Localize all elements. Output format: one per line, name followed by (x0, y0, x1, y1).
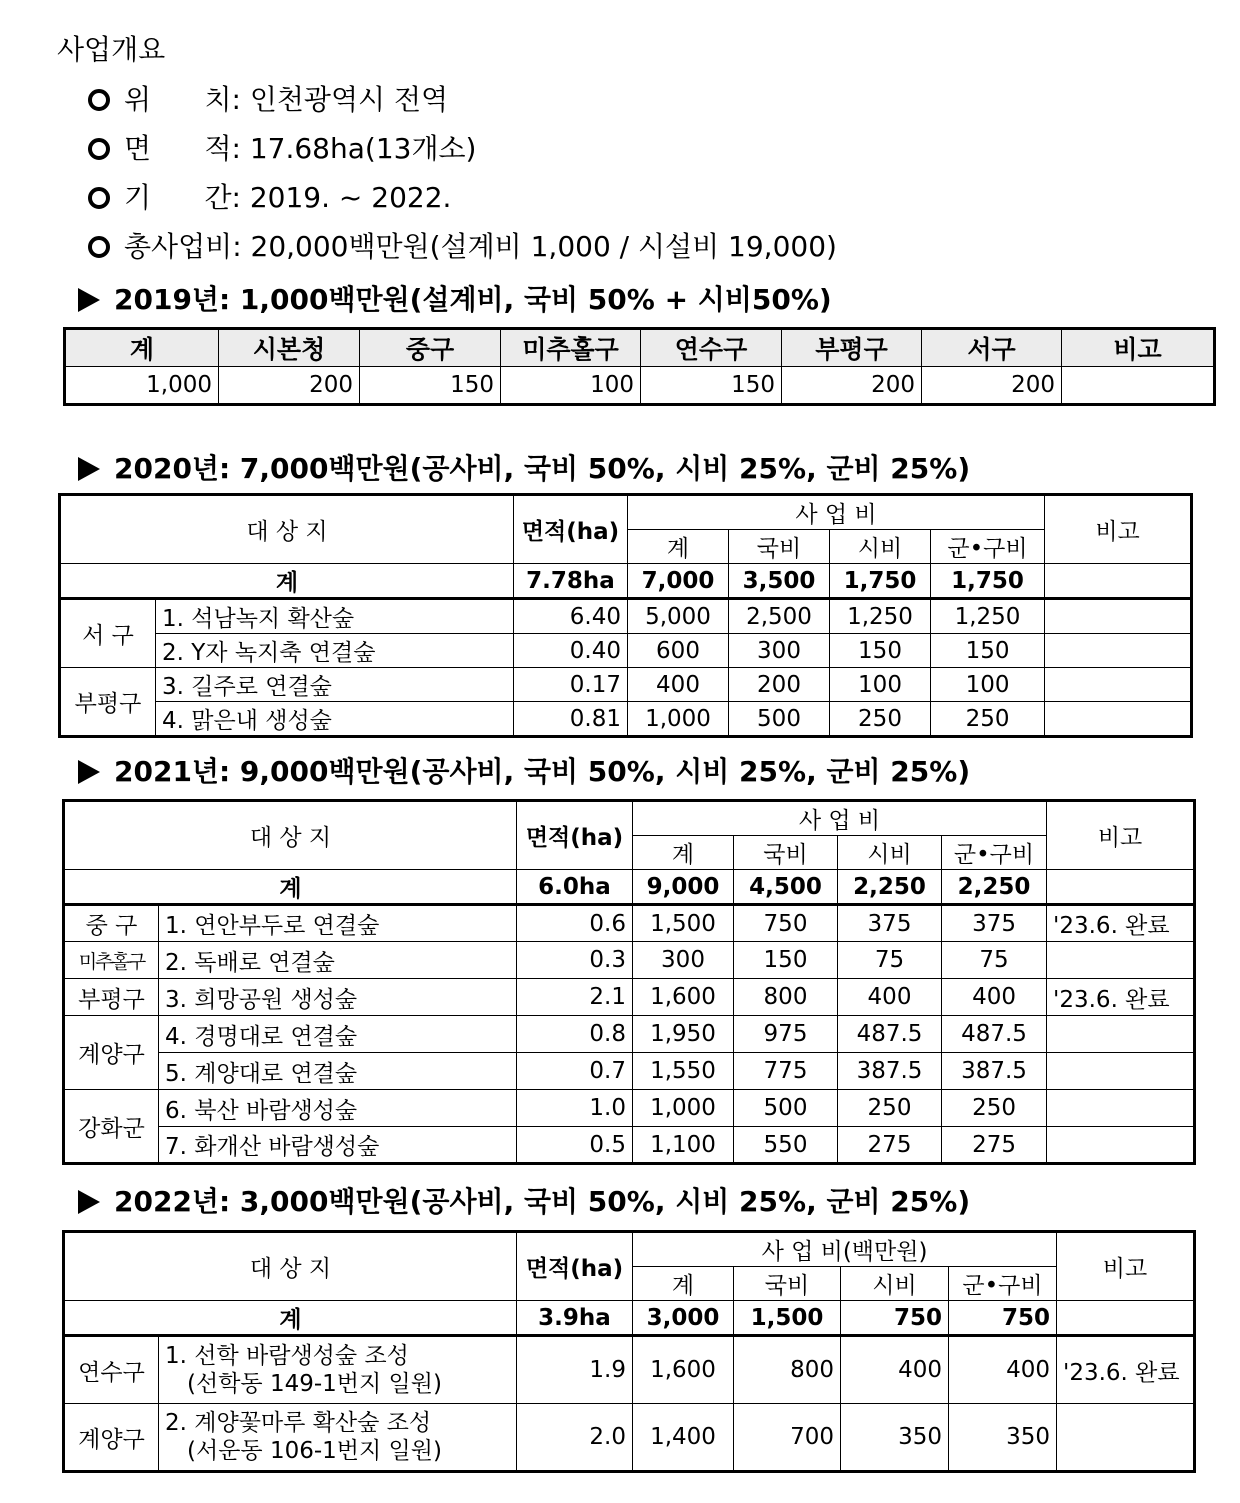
area-cell: 2.1 (517, 979, 633, 1016)
gu-cell: 375 (942, 905, 1047, 942)
site-cell: 4. 경명대로 연결숲 (159, 1016, 517, 1053)
table-2021 (62, 799, 1196, 1165)
area-cell: 1.0 (517, 1090, 633, 1127)
header-cell: 연수구 (641, 329, 782, 367)
note-cell: '23.6. 완료 (1057, 1336, 1195, 1404)
national-cell: 2,500 (729, 599, 830, 634)
site-address: (선학동 149-1번지 일원) (187, 1371, 442, 1397)
table-2019 (63, 327, 1216, 406)
area-cell: 1.9 (517, 1336, 633, 1404)
area-cell: 0.3 (517, 942, 633, 979)
sum-row (64, 870, 1195, 905)
triangle-bullet-icon (78, 457, 100, 481)
note-cell (1057, 1404, 1195, 1472)
national-cell: 975 (734, 1016, 838, 1053)
header-total: 계 (633, 1267, 734, 1301)
gu-cell: 75 (942, 942, 1047, 979)
national-cell: 300 (729, 634, 830, 668)
circle-bullet-icon (88, 236, 110, 258)
site-cell: 3. 희망공원 생성숲 (159, 979, 517, 1016)
site-cell: 5. 계양대로 연결숲 (159, 1053, 517, 1090)
city-cell: 150 (830, 634, 931, 668)
district-cell: 부평구 (64, 979, 159, 1016)
sum-city: 750 (841, 1301, 949, 1336)
header-cost: 사 업 비(백만원) (633, 1232, 1057, 1267)
total-cell: 1,100 (633, 1127, 734, 1164)
site-name: 1. 선학 바람생성숲 조성 (165, 1343, 409, 1369)
circle-bullet-icon (88, 187, 110, 209)
header-area: 면적(ha) (517, 801, 633, 870)
gu-cell: 250 (942, 1090, 1047, 1127)
sum-note (1047, 870, 1195, 905)
note-cell (1047, 1127, 1195, 1164)
overview-area: 면 적: 17.68ha(13개소) (88, 127, 476, 167)
site-cell: 6. 북산 바람생성숲 (159, 1090, 517, 1127)
sum-city: 2,250 (838, 870, 942, 905)
district-cell: 계양구 (64, 1404, 159, 1472)
total-cell: 1,600 (633, 1336, 734, 1404)
header-gu: 군•구비 (931, 530, 1045, 564)
note-cell (1047, 1053, 1195, 1090)
national-cell: 700 (734, 1404, 841, 1472)
gu-cell: 100 (931, 668, 1045, 702)
table-row (60, 668, 1192, 702)
overview-title: 사업개요 (57, 33, 166, 66)
header-cost: 사 업 비 (628, 495, 1045, 530)
sum-national: 1,500 (734, 1301, 841, 1336)
value-cell: 1,000 (65, 367, 219, 405)
area-cell: 6.40 (514, 599, 628, 634)
district-cell: 계양구 (64, 1016, 159, 1090)
site-cell: 2. 독배로 연결숲 (159, 942, 517, 979)
total-cell: 300 (633, 942, 734, 979)
total-cell: 1,000 (628, 702, 729, 737)
city-cell: 75 (838, 942, 942, 979)
value-cell: 100 (501, 367, 641, 405)
site-cell: 7. 화개산 바람생성숲 (159, 1127, 517, 1164)
header-note: 비고 (1045, 495, 1192, 564)
table-row (64, 1127, 1195, 1164)
sum-national: 4,500 (734, 870, 838, 905)
sum-area: 7.78ha (514, 564, 628, 599)
note-cell (1045, 702, 1192, 737)
national-cell: 775 (734, 1053, 838, 1090)
sum-area: 3.9ha (517, 1301, 633, 1336)
area-cell: 0.5 (517, 1127, 633, 1164)
note-cell (1045, 668, 1192, 702)
table-row (64, 1016, 1195, 1053)
table-header-row (64, 1232, 1195, 1267)
site-cell: 1. 연안부두로 연결숲 (159, 905, 517, 942)
sum-total: 3,000 (633, 1301, 734, 1336)
sum-total: 7,000 (628, 564, 729, 599)
area-cell: 0.7 (517, 1053, 633, 1090)
header-national: 국비 (734, 836, 838, 870)
sum-total: 9,000 (633, 870, 734, 905)
note-cell (1047, 1016, 1195, 1053)
national-cell: 200 (729, 668, 830, 702)
site-address: (서운동 106-1번지 일원) (187, 1438, 442, 1464)
site-cell: 3. 길주로 연결숲 (156, 668, 514, 702)
gu-cell: 400 (949, 1336, 1057, 1404)
site-cell: 2. Y자 녹지축 연결숲 (156, 634, 514, 668)
note-cell: '23.6. 완료 (1047, 905, 1195, 942)
area-cell: 0.40 (514, 634, 628, 668)
national-cell: 500 (734, 1090, 838, 1127)
header-total: 계 (633, 836, 734, 870)
table-row (64, 1090, 1195, 1127)
total-cell: 5,000 (628, 599, 729, 634)
header-site: 대 상 지 (64, 1232, 517, 1301)
city-cell: 350 (841, 1404, 949, 1472)
value-cell: 150 (641, 367, 782, 405)
table-row (65, 367, 1215, 405)
city-cell: 1,250 (830, 599, 931, 634)
gu-cell: 250 (931, 702, 1045, 737)
note-cell (1047, 1090, 1195, 1127)
gu-cell: 350 (949, 1404, 1057, 1472)
sum-label: 계 (64, 1301, 517, 1336)
sum-note (1045, 564, 1192, 599)
header-cost: 사 업 비 (633, 801, 1047, 836)
sum-national: 3,500 (729, 564, 830, 599)
overview-budget: 총사업비: 20,000백만원(설계비 1,000 / 시설비 19,000) (88, 225, 837, 265)
header-cell: 중구 (360, 329, 501, 367)
table-row (60, 702, 1192, 737)
header-cell: 계 (65, 329, 219, 367)
total-cell: 1,950 (633, 1016, 734, 1053)
sum-row (64, 1301, 1195, 1336)
area-cell: 0.8 (517, 1016, 633, 1053)
note-cell (1045, 634, 1192, 668)
header-cell: 부평구 (782, 329, 922, 367)
sum-gu: 1,750 (931, 564, 1045, 599)
section-2022-heading: 2022년: 3,000백만원(공사비, 국비 50%, 시비 25%, 군비 25%) (78, 1180, 970, 1220)
total-cell: 1,500 (633, 905, 734, 942)
gu-cell: 387.5 (942, 1053, 1047, 1090)
header-site: 대 상 지 (60, 495, 514, 564)
gu-cell: 487.5 (942, 1016, 1047, 1053)
city-cell: 100 (830, 668, 931, 702)
header-site: 대 상 지 (64, 801, 517, 870)
total-cell: 400 (628, 668, 729, 702)
table-row (60, 599, 1192, 634)
header-national: 국비 (734, 1267, 841, 1301)
national-cell: 800 (734, 979, 838, 1016)
area-cell: 2.0 (517, 1404, 633, 1472)
value-cell: 150 (360, 367, 501, 405)
city-cell: 400 (838, 979, 942, 1016)
table-row (60, 634, 1192, 668)
table-row (64, 942, 1195, 979)
overview-location: 위 치: 인천광역시 전역 (88, 78, 448, 118)
circle-bullet-icon (88, 138, 110, 160)
site-cell (159, 1404, 517, 1472)
site-cell: 4. 맑은내 생성숲 (156, 702, 514, 737)
header-gu: 군•구비 (949, 1267, 1057, 1301)
overview-period: 기 간: 2019. ~ 2022. (88, 176, 451, 216)
sum-area: 6.0ha (517, 870, 633, 905)
national-cell: 750 (734, 905, 838, 942)
note-cell (1047, 942, 1195, 979)
header-note: 비고 (1057, 1232, 1195, 1301)
value-cell: 200 (782, 367, 922, 405)
section-2020-heading: 2020년: 7,000백만원(공사비, 국비 50%, 시비 25%, 군비 25%) (78, 447, 970, 487)
note-cell: '23.6. 완료 (1047, 979, 1195, 1016)
triangle-bullet-icon (78, 760, 100, 784)
total-cell: 1,400 (633, 1404, 734, 1472)
table-row (64, 905, 1195, 942)
gu-cell: 275 (942, 1127, 1047, 1164)
header-city: 시비 (830, 530, 931, 564)
note-cell (1045, 599, 1192, 634)
triangle-bullet-icon (78, 1190, 100, 1214)
header-note: 비고 (1047, 801, 1195, 870)
table-2020 (58, 493, 1193, 738)
total-cell: 600 (628, 634, 729, 668)
national-cell: 550 (734, 1127, 838, 1164)
gu-cell: 1,250 (931, 599, 1045, 634)
total-cell: 1,600 (633, 979, 734, 1016)
district-cell: 미추홀구 (64, 942, 159, 979)
city-cell: 400 (841, 1336, 949, 1404)
table-header-row (64, 801, 1195, 836)
header-city: 시비 (841, 1267, 949, 1301)
circle-bullet-icon (88, 89, 110, 111)
city-cell: 275 (838, 1127, 942, 1164)
value-cell: 200 (922, 367, 1062, 405)
table-2022 (62, 1230, 1196, 1473)
table-row (64, 1053, 1195, 1090)
value-cell: 200 (219, 367, 360, 405)
city-cell: 250 (830, 702, 931, 737)
table-row (64, 1336, 1195, 1404)
site-name: 2. 계양꽃마루 확산숲 조성 (165, 1410, 432, 1436)
district-cell: 중 구 (64, 905, 159, 942)
city-cell: 487.5 (838, 1016, 942, 1053)
gu-cell: 150 (931, 634, 1045, 668)
header-cell: 미추홀구 (501, 329, 641, 367)
sum-gu: 2,250 (942, 870, 1047, 905)
total-cell: 1,000 (633, 1090, 734, 1127)
national-cell: 500 (729, 702, 830, 737)
city-cell: 387.5 (838, 1053, 942, 1090)
district-cell: 부평구 (60, 668, 156, 737)
header-cell: 시본청 (219, 329, 360, 367)
district-cell: 연수구 (64, 1336, 159, 1404)
header-national: 국비 (729, 530, 830, 564)
header-gu: 군•구비 (942, 836, 1047, 870)
header-city: 시비 (838, 836, 942, 870)
site-cell: 1. 석남녹지 확산숲 (156, 599, 514, 634)
gu-cell: 400 (942, 979, 1047, 1016)
header-total: 계 (628, 530, 729, 564)
area-cell: 0.6 (517, 905, 633, 942)
section-2021-heading: 2021년: 9,000백만원(공사비, 국비 50%, 시비 25%, 군비 25%) (78, 750, 970, 790)
city-cell: 250 (838, 1090, 942, 1127)
sum-row (60, 564, 1192, 599)
sum-note (1057, 1301, 1195, 1336)
header-cell: 서구 (922, 329, 1062, 367)
sum-label: 계 (60, 564, 514, 599)
header-area: 면적(ha) (514, 495, 628, 564)
sum-label: 계 (64, 870, 517, 905)
city-cell: 375 (838, 905, 942, 942)
table-header-row (65, 329, 1215, 367)
area-cell: 0.81 (514, 702, 628, 737)
district-cell: 강화군 (64, 1090, 159, 1164)
total-cell: 1,550 (633, 1053, 734, 1090)
header-area: 면적(ha) (517, 1232, 633, 1301)
table-header-row (60, 495, 1192, 530)
table-row (64, 979, 1195, 1016)
area-cell: 0.17 (514, 668, 628, 702)
table-row (64, 1404, 1195, 1472)
sum-city: 1,750 (830, 564, 931, 599)
section-2019-heading: 2019년: 1,000백만원(설계비, 국비 50% + 시비50%) (78, 278, 832, 318)
triangle-bullet-icon (78, 288, 100, 312)
national-cell: 150 (734, 942, 838, 979)
district-cell: 서 구 (60, 599, 156, 668)
national-cell: 800 (734, 1336, 841, 1404)
header-cell: 비고 (1062, 329, 1215, 367)
sum-gu: 750 (949, 1301, 1057, 1336)
value-cell (1062, 367, 1215, 405)
site-cell (159, 1336, 517, 1404)
